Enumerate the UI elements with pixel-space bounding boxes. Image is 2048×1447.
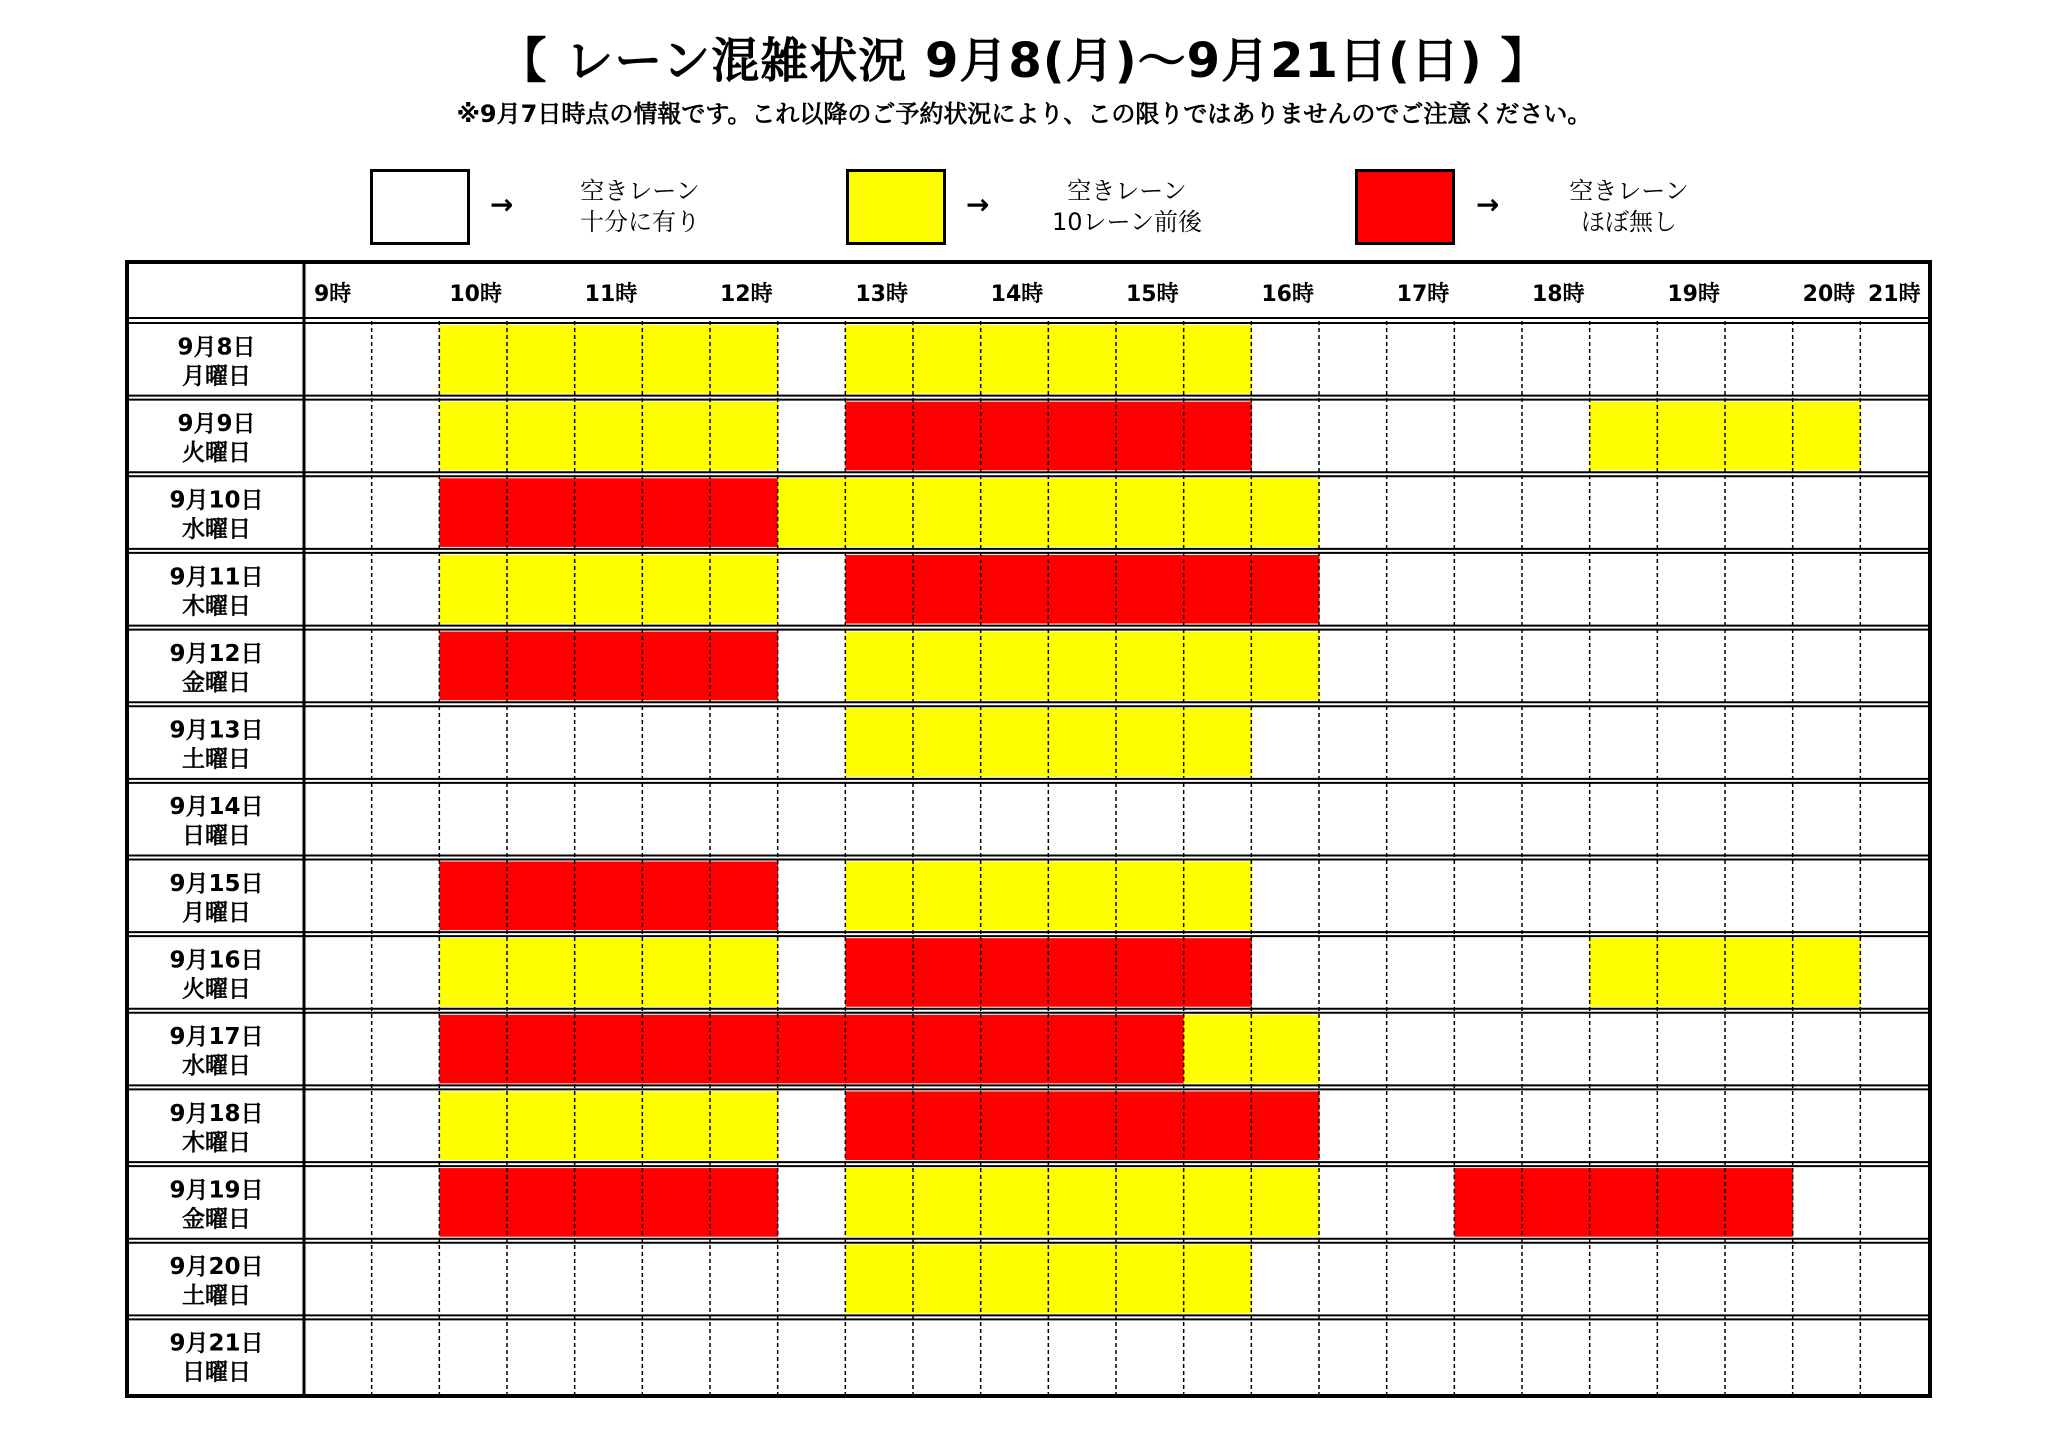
schedule-svg (129, 264, 1928, 1394)
row-date-label: 9月11日 (169, 564, 264, 591)
slot-busy-full (1251, 1091, 1319, 1160)
slot-busy-full (981, 1091, 1049, 1160)
slot-busy-moderate (710, 402, 778, 471)
slot-busy-full (981, 402, 1049, 471)
slot-busy-full (710, 632, 778, 701)
slot-busy-full (439, 478, 507, 547)
slot-busy-moderate (845, 632, 913, 701)
slot-busy-moderate (575, 938, 643, 1007)
slot-busy-moderate (439, 402, 507, 471)
slot-busy-full (1657, 1168, 1725, 1237)
slot-busy-moderate (1048, 1168, 1116, 1237)
slot-busy-moderate (710, 555, 778, 624)
slot-busy-full (1251, 555, 1319, 624)
slot-busy-full (642, 1015, 710, 1084)
slot-busy-moderate (913, 708, 981, 777)
slot-busy-moderate (575, 325, 643, 394)
slot-busy-moderate (1251, 632, 1319, 701)
slot-busy-moderate (981, 862, 1049, 931)
slot-busy-moderate (642, 402, 710, 471)
slot-busy-full (507, 1168, 575, 1237)
slot-busy-full (710, 1168, 778, 1237)
slot-busy-moderate (1251, 478, 1319, 547)
slot-busy-full (439, 1015, 507, 1084)
slot-busy-full (1116, 1091, 1184, 1160)
slot-busy-moderate (1116, 632, 1184, 701)
slot-busy-moderate (642, 555, 710, 624)
hour-label: 9時 (314, 282, 352, 307)
slot-busy-moderate (1116, 862, 1184, 931)
slot-busy-moderate (1116, 325, 1184, 394)
slot-busy-moderate (710, 938, 778, 1007)
legend-swatch-about-ten (846, 169, 946, 245)
legend-label-line2: 十分に有り (580, 208, 700, 236)
slot-busy-full (1184, 555, 1252, 624)
slot-busy-full (981, 938, 1049, 1007)
slot-busy-full (507, 632, 575, 701)
slot-busy-moderate (981, 632, 1049, 701)
slot-busy-moderate (778, 478, 846, 547)
legend-label-about-ten (1037, 176, 1217, 238)
slot-busy-moderate (1184, 1168, 1252, 1237)
slot-busy-full (845, 1091, 913, 1160)
slot-busy-full (1048, 1091, 1116, 1160)
slot-busy-moderate (1590, 938, 1658, 1007)
slot-busy-moderate (1048, 632, 1116, 701)
slot-busy-full (981, 555, 1049, 624)
slot-busy-moderate (1184, 325, 1252, 394)
slot-busy-full (913, 938, 981, 1007)
slot-busy-moderate (1116, 708, 1184, 777)
legend-arrow-icon: → (490, 188, 514, 221)
hour-label: 16時 (1261, 282, 1314, 307)
legend-label-line1: 空きレーン (1569, 177, 1689, 205)
row-weekday-label: 日曜日 (182, 1359, 251, 1386)
slot-busy-moderate (507, 555, 575, 624)
legend-swatch-plenty (370, 169, 470, 245)
slot-busy-full (845, 938, 913, 1007)
slot-busy-moderate (1184, 1015, 1252, 1084)
hour-label: 10時 (449, 282, 502, 307)
slot-busy-moderate (981, 1245, 1049, 1314)
row-weekday-label: 金曜日 (182, 669, 251, 696)
slot-busy-moderate (642, 938, 710, 1007)
slot-busy-full (439, 632, 507, 701)
slot-busy-moderate (1184, 632, 1252, 701)
row-date-label: 9月9日 (177, 410, 256, 437)
hour-label: 15時 (1126, 282, 1179, 307)
row-weekday-label: 水曜日 (182, 516, 251, 543)
slot-busy-full (710, 478, 778, 547)
slot-busy-moderate (913, 1245, 981, 1314)
slot-busy-moderate (1251, 1015, 1319, 1084)
row-date-label: 9月20日 (169, 1254, 264, 1281)
slot-busy-full (1116, 1015, 1184, 1084)
row-date-label: 9月10日 (169, 487, 264, 514)
slot-busy-full (1725, 1168, 1793, 1237)
slot-busy-full (1184, 938, 1252, 1007)
slot-busy-full (1116, 555, 1184, 624)
slot-busy-moderate (507, 402, 575, 471)
row-weekday-label: 月曜日 (182, 899, 251, 926)
slot-busy-moderate (981, 708, 1049, 777)
row-weekday-label: 火曜日 (182, 976, 251, 1003)
slot-busy-moderate (913, 325, 981, 394)
row-weekday-label: 土曜日 (182, 1283, 251, 1310)
slot-busy-moderate (913, 1168, 981, 1237)
slot-busy-full (1048, 1015, 1116, 1084)
page-title: 【 レーン混雑状況 9月8(月)～9月21日(日) 】 (498, 33, 1550, 89)
slot-busy-moderate (845, 862, 913, 931)
slot-busy-full (845, 402, 913, 471)
slot-busy-full (1116, 938, 1184, 1007)
row-weekday-label: 月曜日 (182, 363, 251, 390)
slot-busy-moderate (575, 402, 643, 471)
slot-busy-full (710, 862, 778, 931)
slot-busy-moderate (642, 1091, 710, 1160)
slot-busy-full (575, 862, 643, 931)
row-weekday-label: 金曜日 (182, 1206, 251, 1233)
slot-busy-full (575, 478, 643, 547)
hour-label: 17時 (1396, 282, 1450, 307)
slot-busy-moderate (439, 938, 507, 1007)
slot-busy-full (1048, 938, 1116, 1007)
slot-busy-moderate (710, 325, 778, 394)
slot-busy-full (575, 1015, 643, 1084)
slot-busy-moderate (845, 325, 913, 394)
slot-busy-moderate (913, 862, 981, 931)
row-date-label: 9月18日 (169, 1100, 264, 1127)
slot-busy-full (913, 1015, 981, 1084)
row-date-label: 9月14日 (169, 794, 264, 821)
slot-busy-full (507, 478, 575, 547)
slot-busy-moderate (981, 1168, 1049, 1237)
slot-busy-moderate (1048, 478, 1116, 547)
legend-label-almost-none (1539, 176, 1719, 238)
slot-busy-full (1184, 402, 1252, 471)
legend-swatch-almost-none (1355, 169, 1455, 245)
slot-busy-moderate (575, 1091, 643, 1160)
slot-busy-moderate (710, 1091, 778, 1160)
slot-busy-full (1048, 402, 1116, 471)
slot-busy-moderate (913, 632, 981, 701)
slot-busy-full (507, 1015, 575, 1084)
row-weekday-label: 水曜日 (182, 1053, 251, 1080)
slot-busy-full (575, 632, 643, 701)
row-weekday-label: 土曜日 (182, 746, 251, 773)
row-weekday-label: 木曜日 (182, 593, 251, 620)
slot-busy-moderate (1116, 1168, 1184, 1237)
slot-busy-moderate (845, 708, 913, 777)
slot-busy-full (642, 862, 710, 931)
slot-busy-moderate (1048, 325, 1116, 394)
row-date-label: 9月8日 (177, 334, 256, 361)
slot-busy-moderate (1251, 1168, 1319, 1237)
slot-busy-full (439, 862, 507, 931)
legend-label-line2: ほぼ無し (1581, 208, 1677, 236)
slot-busy-moderate (439, 325, 507, 394)
legend-label-line1: 空きレーン (1067, 177, 1187, 205)
hour-label: 18時 (1532, 282, 1585, 307)
slot-busy-moderate (1116, 478, 1184, 547)
slot-busy-full (575, 1168, 643, 1237)
row-date-label: 9月12日 (169, 640, 264, 667)
row-weekday-label: 日曜日 (182, 823, 251, 850)
slot-busy-moderate (1657, 402, 1725, 471)
slot-busy-full (1184, 1091, 1252, 1160)
slot-busy-moderate (1048, 708, 1116, 777)
row-weekday-label: 火曜日 (182, 439, 251, 466)
slot-busy-full (778, 1015, 846, 1084)
slot-busy-moderate (1184, 862, 1252, 931)
slot-busy-full (1590, 1168, 1658, 1237)
slot-busy-moderate (642, 325, 710, 394)
slot-busy-moderate (845, 478, 913, 547)
slot-busy-full (439, 1168, 507, 1237)
slot-busy-full (642, 478, 710, 547)
slot-busy-full (642, 632, 710, 701)
slot-busy-moderate (1793, 938, 1861, 1007)
row-weekday-label: 木曜日 (182, 1129, 251, 1156)
legend-label-line2: 10レーン前後 (1051, 208, 1203, 236)
slot-busy-full (1116, 402, 1184, 471)
hour-label: 14時 (990, 282, 1044, 307)
hour-label: 21時 (1868, 282, 1921, 307)
slot-busy-full (981, 1015, 1049, 1084)
legend-label-plenty (550, 176, 730, 238)
slot-busy-moderate (507, 325, 575, 394)
row-date-label: 9月15日 (169, 870, 264, 897)
slot-busy-moderate (1657, 938, 1725, 1007)
slot-busy-moderate (507, 938, 575, 1007)
slot-busy-full (913, 555, 981, 624)
hour-label: 19時 (1667, 282, 1720, 307)
slot-busy-moderate (1793, 402, 1861, 471)
row-date-label: 9月13日 (169, 717, 264, 744)
slot-busy-moderate (1048, 1245, 1116, 1314)
slot-busy-full (913, 1091, 981, 1160)
slot-busy-moderate (575, 555, 643, 624)
slot-busy-full (1522, 1168, 1590, 1237)
slot-busy-full (845, 1015, 913, 1084)
slot-busy-full (642, 1168, 710, 1237)
slot-busy-moderate (1184, 1245, 1252, 1314)
slot-busy-moderate (507, 1091, 575, 1160)
slot-busy-full (710, 1015, 778, 1084)
slot-busy-moderate (1725, 938, 1793, 1007)
slot-busy-moderate (1725, 402, 1793, 471)
legend-arrow-icon: → (966, 188, 990, 221)
slot-busy-moderate (1048, 862, 1116, 931)
slot-busy-full (1048, 555, 1116, 624)
slot-busy-moderate (845, 1245, 913, 1314)
slot-busy-full (913, 402, 981, 471)
lane-schedule-grid (125, 260, 1932, 1398)
slot-busy-full (845, 555, 913, 624)
slot-busy-moderate (845, 1168, 913, 1237)
legend-arrow-icon: → (1476, 188, 1500, 221)
slot-busy-moderate (439, 555, 507, 624)
hour-label: 13時 (855, 282, 908, 307)
row-date-label: 9月16日 (169, 947, 264, 974)
notice-text: ※9月7日時点の情報です。これ以降のご予約状況により、この限りではありませんのでご注意ください。 (456, 100, 1592, 128)
row-date-label: 9月19日 (169, 1177, 264, 1204)
row-date-label: 9月21日 (169, 1330, 264, 1357)
slot-busy-moderate (981, 325, 1049, 394)
slot-busy-moderate (1184, 708, 1252, 777)
hour-label: 20時 (1802, 282, 1856, 307)
slot-busy-full (507, 862, 575, 931)
slot-busy-moderate (913, 478, 981, 547)
slot-busy-moderate (1590, 402, 1658, 471)
legend-label-line1: 空きレーン (580, 177, 700, 205)
slot-busy-moderate (981, 478, 1049, 547)
slot-busy-moderate (439, 1091, 507, 1160)
row-date-label: 9月17日 (169, 1024, 264, 1051)
slot-busy-full (1454, 1168, 1522, 1237)
hour-label: 11時 (584, 282, 638, 307)
slot-busy-moderate (1116, 1245, 1184, 1314)
hour-label: 12時 (720, 282, 773, 307)
slot-busy-moderate (1184, 478, 1252, 547)
